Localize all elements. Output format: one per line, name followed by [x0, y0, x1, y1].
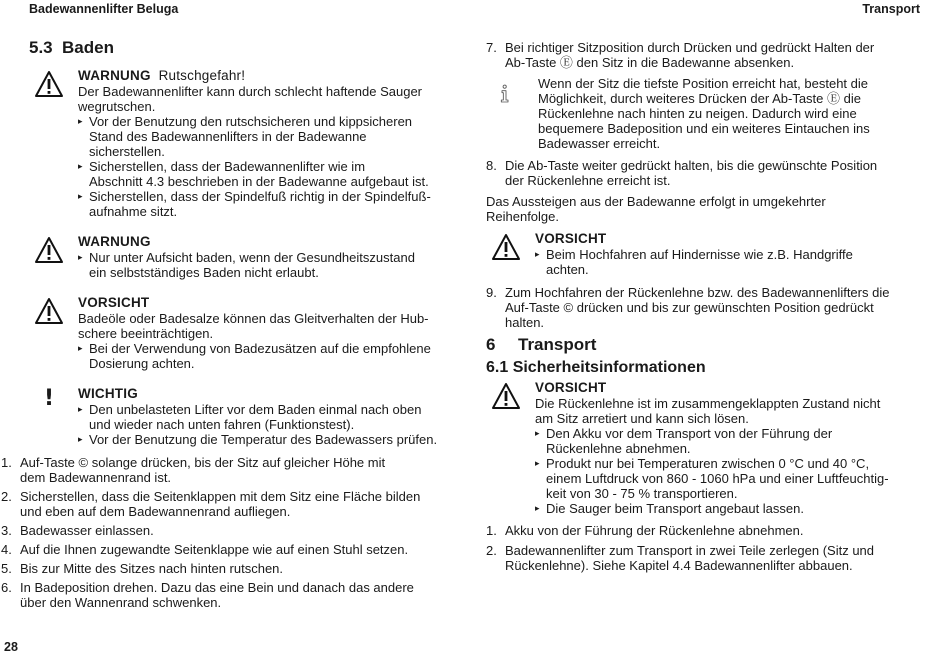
warning-box-slip: [29, 67, 461, 219]
caution-box-obstacles: [486, 230, 918, 277]
header-title: Badewannenlifter Beluga: [29, 2, 179, 16]
step-item: 3. Badewasser einlassen.: [1, 523, 154, 538]
left-column: [1, 38, 461, 610]
warning-triangle-icon: [34, 297, 64, 327]
section-number: 5.3: [29, 38, 53, 57]
bullet-item: ▸ Vor der Benutzung die Temperatur des Badewassers prüfen.: [78, 432, 461, 447]
bullet-item: ▸ Den unbelasteten Lifter vor dem Baden einmal nach oben und wieder nach unten fahren (Funktionstest).: [78, 402, 461, 432]
warning-subtitle: Rutschgefahr!: [158, 68, 246, 83]
page-number: 28: [4, 640, 18, 654]
caution-title: VORSICHT: [535, 380, 607, 395]
exit-text: Das Aussteigen aus der Badewanne erfolgt in umgekehrter Reihenfolge.: [486, 194, 826, 224]
important-box: [29, 385, 461, 447]
caution-text: Badeöle oder Badesalze können das Gleitverhalten der Hub- schere beeinträchtigen.: [78, 311, 429, 341]
section-heading-5-3: [29, 38, 461, 58]
info-text: Wenn der Sitz die tiefste Position erreicht hat, besteht die Möglichkeit, durch weiteres Drücken der Ab-Taste Ⓔ die Rückenlehne nach hinten zu neigen. Dadurch wird eine bequemere Badeposition und ein weiteres Eintauchen ins Badewasser erreicht.: [538, 76, 870, 151]
step-item: 2. Badewannenlifter zum Transport in zwei Teile zerlegen (Sitz und Rückenlehne). Siehe Kapitel 4.4 Badewannenlifter abbauen.: [486, 543, 875, 573]
important-title: WICHTIG: [78, 386, 138, 401]
step-item: 5. Bis zur Mitte des Sitzes nach hinten rutschen.: [1, 561, 284, 576]
warning-text: Der Badewannenlifter kann durch schlecht haftende Sauger wegrutschen.: [78, 84, 422, 114]
warning-triangle-icon: [491, 233, 521, 263]
step-item: 7. Bei richtiger Sitzposition durch Drücken und gedrückt Halten der Ab-Taste Ⓔ den Sitz in die Badewanne absenken.: [486, 40, 875, 70]
warning-triangle-icon: [34, 236, 64, 266]
bullet-item: ▸ Nur unter Aufsicht baden, wenn der Gesundheitszustand ein selbstständiges Baden nicht erlaubt.: [78, 250, 461, 280]
bullet-item: ▸ Produkt nur bei Temperaturen zwischen 0 °C und 40 °C, einem Luftdruck von 860 - 1060 hPa und einer Luftfeuchtig- keit von 30 - 75 % transportieren.: [535, 456, 918, 501]
bathing-steps: [1, 455, 461, 610]
bullet-item: ▸ Sicherstellen, dass der Spindelfuß richtig in der Spindelfuß- aufnahme sitzt.: [78, 189, 461, 219]
chapter-title: Transport: [518, 335, 597, 354]
caution-title: VORSICHT: [535, 231, 607, 246]
step-item: 4. Auf die Ihnen zugewandte Seitenklappe wie auf einen Stuhl setzen.: [1, 542, 409, 557]
chapter-heading-6: [486, 335, 918, 355]
section-title: Baden: [62, 38, 114, 57]
caution-title: VORSICHT: [78, 295, 150, 310]
step-item: 2. Sicherstellen, dass die Seitenklappen mit dem Sitz eine Fläche bilden und eben auf dem Badewannenrand aufliegen.: [1, 489, 421, 519]
warning-title: WARNUNG: [78, 234, 151, 249]
info-box: [486, 76, 918, 151]
bullet-item: ▸ Bei der Verwendung von Badezusätzen auf die empfohlene Dosierung achten.: [78, 341, 461, 371]
step-item: 6. In Badeposition drehen. Dazu das eine Bein und danach das andere über den Wannenrand schwenken.: [1, 580, 414, 610]
exclamation-icon: !: [44, 386, 55, 411]
info-icon: [498, 80, 528, 110]
step-item: 1. Auf-Taste © solange drücken, bis der Sitz auf gleicher Höhe mit dem Badewannenrand ist.: [1, 455, 386, 485]
transport-steps: [486, 523, 918, 573]
caution-box-bath-oils: [29, 294, 461, 371]
bullet-item: ▸ Beim Hochfahren auf Hindernisse wie z.B. Handgriffe achten.: [535, 247, 918, 277]
step-item: 1. Akku von der Führung der Rückenlehne abnehmen.: [486, 523, 804, 538]
bullet-item: ▸ Sicherstellen, dass der Badewannenlifter wie im Abschnitt 4.3 beschrieben in der Badewanne aufgebaut ist.: [78, 159, 461, 189]
bullet-item: ▸ Vor der Benutzung den rutschsicheren und kippsicheren Stand des Badewannenlifters in der Badewanne sicherstellen.: [78, 114, 461, 159]
header-section: Transport: [862, 2, 920, 16]
bullet-item: ▸ Den Akku vor dem Transport von der Führung der Rückenlehne abnehmen.: [535, 426, 918, 456]
warning-box-supervision: [29, 233, 461, 280]
section-heading-6-1: 6.1 Sicherheitsinformationen: [486, 359, 706, 376]
right-column: [486, 40, 918, 573]
warning-triangle-icon: [34, 70, 64, 100]
step-item: 8. Die Ab-Taste weiter gedrückt halten, bis die gewünschte Position der Rückenlehne erreicht ist.: [486, 158, 878, 188]
chapter-number: 6: [486, 335, 496, 354]
bullet-item: ▸ Die Sauger beim Transport angebaut lassen.: [535, 501, 918, 516]
step-item: 9. Zum Hochfahren der Rückenlehne bzw. des Badewannenlifters die Auf-Taste © drücken und bis zur gewünschten Position gedrückt halten.: [486, 285, 890, 330]
warning-title: WARNUNG Rutschgefahr!: [78, 68, 246, 83]
caution-box-transport: [486, 379, 918, 516]
caution-text: Die Rückenlehne ist im zusammengeklappten Zustand nicht am Sitz arretiert und kann sich lösen.: [535, 396, 881, 426]
warning-triangle-icon: [491, 382, 521, 412]
